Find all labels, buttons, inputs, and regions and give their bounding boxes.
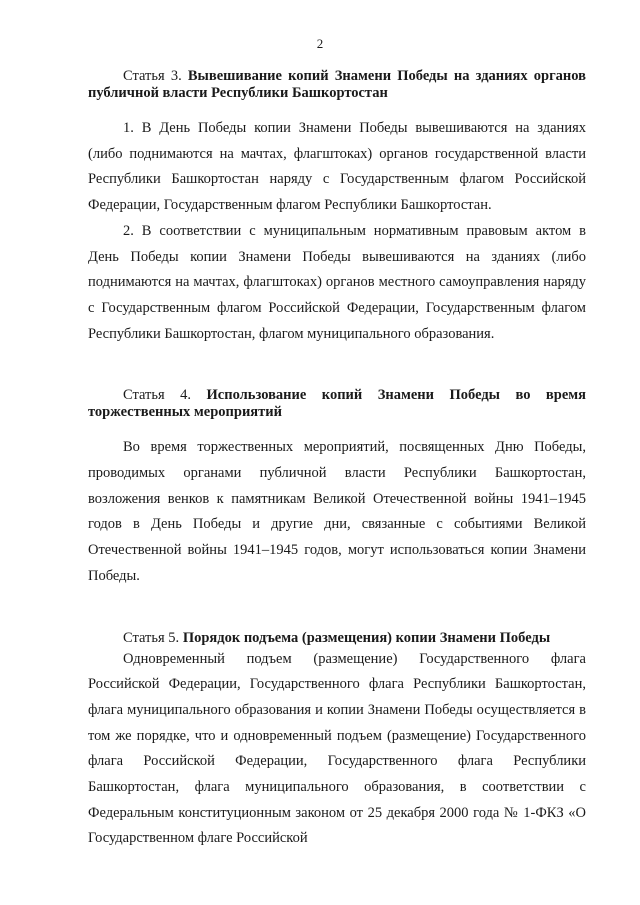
- article-5-number: Статья 5.: [123, 629, 180, 646]
- article-4-title: Использование копий Знамени Победы во время торжественных мероприятий: [88, 387, 586, 421]
- document-body: [88, 54, 586, 852]
- article-5-paragraph-1: Одновременный подъем (размещение) Государственного флага Российской Федерации, Государственного флага Республики Башкортостан, флага муниципального образования и копии Знамени Победы осуществляется в том же порядке, что и одновременный подъем (размещение) Государственного флага Российской Федерации, Государственного флага Республики Башкортостан, флага муниципального образования, в соответствии с Федеральным конституционным законом от 25 декабря 2000 года № 1-ФКЗ «О Государственном флаге Российской: [88, 650, 586, 847]
- article-3-paragraph-2: 2. В соответствии с муниципальным нормативным правовым актом в День Победы копии Знамени Победы вывешиваются на зданиях (либо поднимаются на мачтах, флагштоках) органов местного самоуправления наряду с Государственным флагом Российской Федерации, Государственным флагом Республики Башкортостан, флагом муниципального образования.: [88, 222, 586, 342]
- article-5-heading: [88, 630, 586, 647]
- article-3-paragraph-1: 1. В День Победы копии Знамени Победы вывешиваются на зданиях (либо поднимаются на мачтах, флагштоках) органов государственной власти Республики Башкортостан наряду с Государственным флагом Российской Федерации, Государственным флагом Республики Башкортостан.: [88, 120, 586, 214]
- article-3-heading: [88, 68, 586, 102]
- article-4-paragraph-1: Во время торжественных мероприятий, посвященных Дню Победы, проводимых органами публичной власти Республики Башкортостан, возложения венков к памятникам Великой Отечественной войны 1941–1945 годов в День Победы и другие дни, связанные с событиями Великой Отечественной войны 1941–1945 годов, могут использоваться копии Знамени Победы.: [88, 439, 586, 584]
- page-number: 2: [316, 36, 324, 51]
- article-5-title: Порядок подъема (размещения) копии Знамени Победы: [182, 629, 551, 646]
- article-4-number: Статья 4.: [123, 387, 192, 404]
- article-3-title: Вывешивание копий Знамени Победы на зданиях органов публичной власти Республики Башкортостан: [88, 68, 586, 101]
- article-3-number: Статья 3.: [123, 68, 182, 84]
- article-4-heading: [88, 387, 586, 421]
